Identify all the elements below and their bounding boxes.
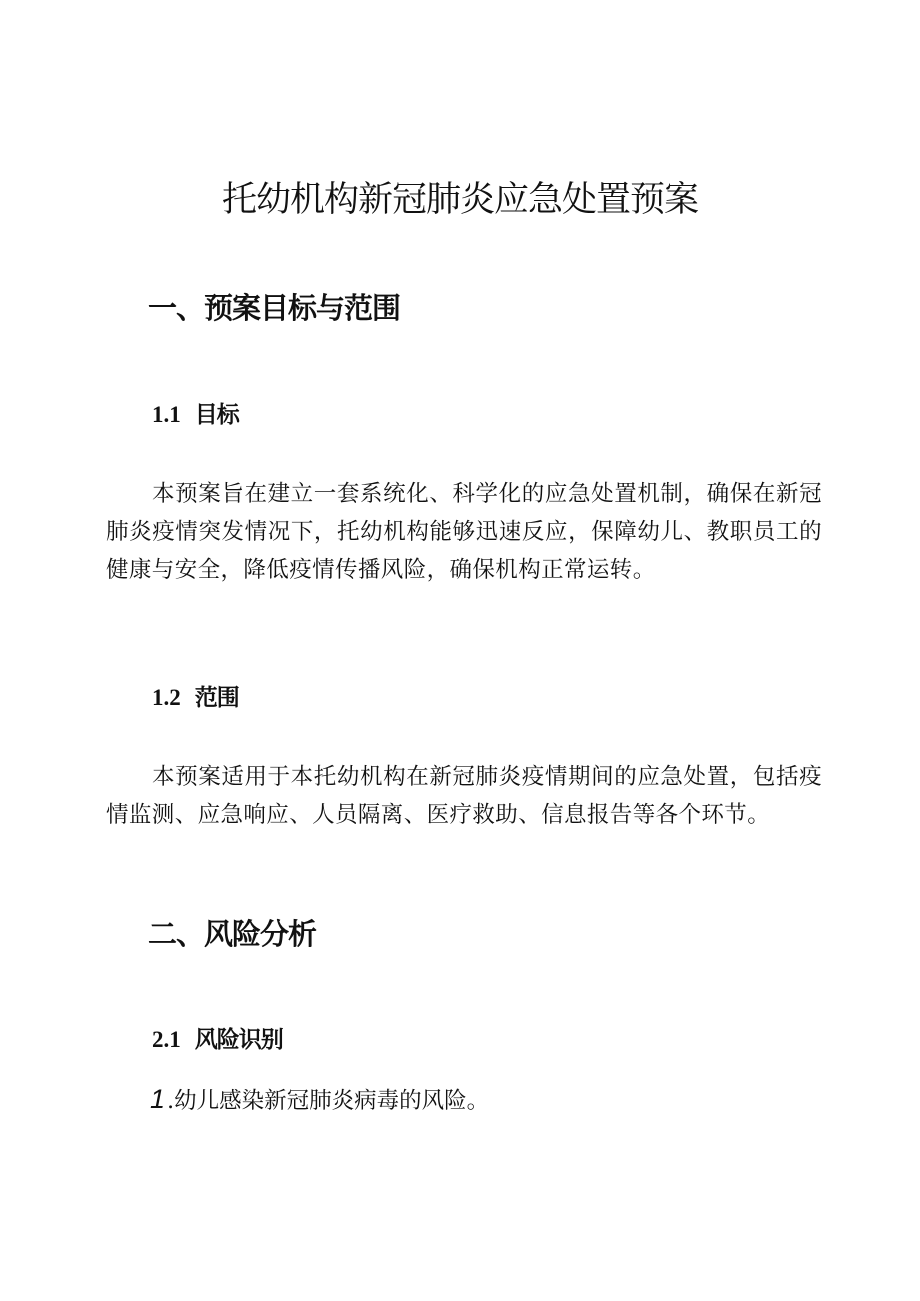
subsection-title: 范围 — [194, 685, 239, 711]
paragraph-scope: 本预案适用于本托幼机构在新冠肺炎疫情期间的应急处置，包括疫情监测、应急响应、人员隔离、医疗救助、信息报告等各个环节。 — [106, 764, 822, 828]
subsection-number: 2.1 — [152, 1027, 181, 1052]
subsection-heading-goal — [152, 399, 239, 431]
section-heading-goals-scope: 一、预案目标与范围 — [148, 291, 401, 325]
subsection-title: 风险识别 — [194, 1027, 283, 1053]
list-item-number: 1 — [150, 1084, 166, 1114]
subsection-number: 1.1 — [152, 402, 181, 427]
section-heading-risk-analysis: 二、风险分析 — [148, 917, 317, 951]
subsection-title: 目标 — [194, 402, 239, 428]
list-item — [150, 1080, 489, 1120]
paragraph-goal: 本预案旨在建立一套系统化、科学化的应急处置机制，确保在新冠肺炎疫情突发情况下，托幼机构能够迅速反应，保障幼儿、教职员工的健康与安全，降低疫情传播风险，确保机构正常运转。 — [106, 481, 822, 583]
document-title: 托幼机构新冠肺炎应急处置预案 — [221, 180, 698, 220]
subsection-heading-risk-identification — [152, 1024, 283, 1056]
subsection-heading-scope — [152, 682, 239, 714]
list-item-text: .幼儿感染新冠肺炎病毒的风险。 — [167, 1088, 490, 1114]
subsection-number: 1.2 — [152, 685, 181, 710]
